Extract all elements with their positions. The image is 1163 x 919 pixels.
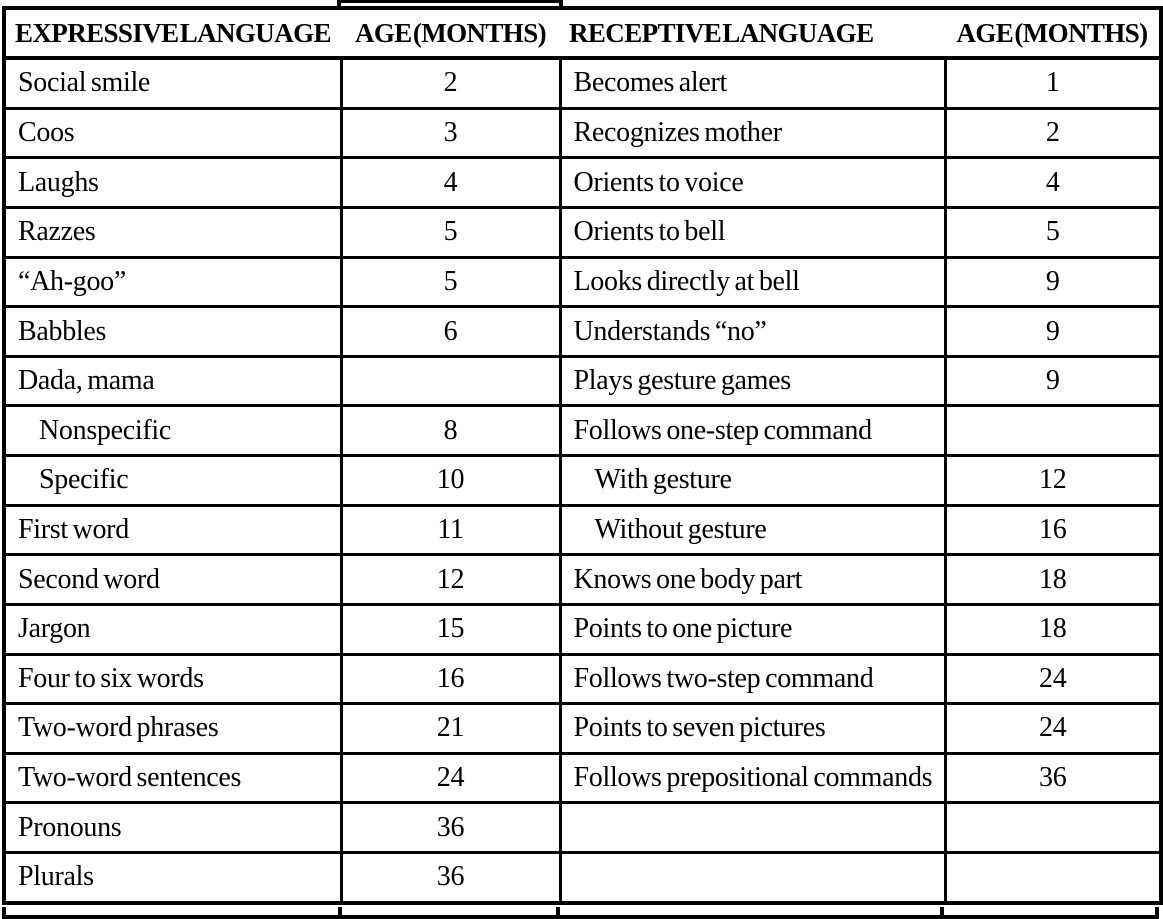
crop-artifact-bottom-line (2, 915, 1159, 919)
table-row (4, 58, 1161, 108)
receptive-milestone-cell: Knows one body part (560, 555, 945, 605)
expressive-age-cell: 15 (341, 604, 560, 654)
expressive-milestone-cell: Social smile (4, 58, 341, 108)
expressive-milestone-cell: Nonspecific (4, 406, 341, 456)
receptive-milestone-cell: Plays gesture games (560, 356, 945, 406)
receptive-milestone-cell (560, 803, 945, 853)
receptive-milestone-cell: Becomes alert (560, 58, 945, 108)
expressive-age-cell: 2 (341, 58, 560, 108)
table-row (4, 356, 1161, 406)
header-expressive-language: EXPRESSIVE LANGUAGE (4, 8, 341, 58)
receptive-milestone-cell: Understands “no” (560, 307, 945, 357)
receptive-milestone-cell: Follows two-step command (560, 654, 945, 704)
receptive-milestone-cell: Follows prepositional commands (560, 753, 945, 803)
crop-artifact-bottom-tick (2, 907, 6, 919)
expressive-age-cell: 8 (341, 406, 560, 456)
expressive-milestone-cell: Razzes (4, 208, 341, 258)
receptive-milestone-cell: Points to seven pictures (560, 704, 945, 754)
table-body (4, 58, 1161, 903)
expressive-age-cell: 3 (341, 108, 560, 158)
receptive-age-cell: 18 (945, 604, 1161, 654)
crop-artifact-bottom-tick (940, 907, 944, 919)
expressive-age-cell: 36 (341, 803, 560, 853)
expressive-milestone-cell: Two-word phrases (4, 704, 341, 754)
receptive-age-cell: 9 (945, 257, 1161, 307)
language-milestones-table (2, 6, 1163, 905)
receptive-age-cell: 18 (945, 555, 1161, 605)
expressive-milestone-cell: Pronouns (4, 803, 341, 853)
expressive-age-cell: 24 (341, 753, 560, 803)
table-row (4, 704, 1161, 754)
receptive-age-cell: 16 (945, 505, 1161, 555)
receptive-age-cell: 5 (945, 208, 1161, 258)
receptive-milestone-cell: Follows one-step command (560, 406, 945, 456)
expressive-milestone-cell: Two-word sentences (4, 753, 341, 803)
table-row (4, 108, 1161, 158)
receptive-milestone-cell: Orients to bell (560, 208, 945, 258)
table-header-row (4, 8, 1161, 58)
table-row (4, 456, 1161, 506)
table-row (4, 158, 1161, 208)
table-row (4, 505, 1161, 555)
table-row (4, 307, 1161, 357)
expressive-milestone-cell: Specific (4, 456, 341, 506)
crop-artifact-bottom-tick (556, 907, 560, 919)
expressive-milestone-cell: Dada, mama (4, 356, 341, 406)
receptive-age-cell (945, 406, 1161, 456)
table-row (4, 803, 1161, 853)
expressive-milestone-cell: Babbles (4, 307, 341, 357)
expressive-age-cell: 10 (341, 456, 560, 506)
expressive-milestone-cell: First word (4, 505, 341, 555)
expressive-age-cell: 5 (341, 257, 560, 307)
expressive-age-cell: 6 (341, 307, 560, 357)
crop-artifact-bottom-tick (338, 907, 342, 919)
receptive-age-cell: 36 (945, 753, 1161, 803)
table-row (4, 852, 1161, 903)
table-row (4, 406, 1161, 456)
table-row (4, 555, 1161, 605)
receptive-milestone-cell: Recognizes mother (560, 108, 945, 158)
expressive-age-cell: 16 (341, 654, 560, 704)
receptive-age-cell: 4 (945, 158, 1161, 208)
expressive-milestone-cell: Jargon (4, 604, 341, 654)
receptive-age-cell: 2 (945, 108, 1161, 158)
receptive-age-cell (945, 852, 1161, 903)
header-receptive-language: RECEPTIVE LANGUAGE (560, 8, 945, 58)
expressive-age-cell: 12 (341, 555, 560, 605)
receptive-age-cell (945, 803, 1161, 853)
expressive-milestone-cell: Laughs (4, 158, 341, 208)
receptive-age-cell: 9 (945, 307, 1161, 357)
header-expressive-age: AGE (MONTHS) (341, 8, 560, 58)
receptive-age-cell: 24 (945, 704, 1161, 754)
expressive-age-cell (341, 356, 560, 406)
expressive-milestone-cell: “Ah-goo” (4, 257, 341, 307)
receptive-age-cell: 12 (945, 456, 1161, 506)
table-row (4, 604, 1161, 654)
table-row (4, 208, 1161, 258)
header-receptive-age: AGE (MONTHS) (945, 8, 1161, 58)
receptive-milestone-cell: Looks directly at bell (560, 257, 945, 307)
receptive-milestone-cell: Without gesture (560, 505, 945, 555)
expressive-age-cell: 21 (341, 704, 560, 754)
receptive-age-cell: 24 (945, 654, 1161, 704)
receptive-milestone-cell: With gesture (560, 456, 945, 506)
expressive-age-cell: 11 (341, 505, 560, 555)
receptive-age-cell: 1 (945, 58, 1161, 108)
expressive-age-cell: 5 (341, 208, 560, 258)
table-row (4, 654, 1161, 704)
receptive-milestone-cell: Orients to voice (560, 158, 945, 208)
expressive-age-cell: 4 (341, 158, 560, 208)
expressive-milestone-cell: Second word (4, 555, 341, 605)
receptive-milestone-cell: Points to one picture (560, 604, 945, 654)
expressive-age-cell: 36 (341, 852, 560, 903)
expressive-milestone-cell: Four to six words (4, 654, 341, 704)
table-row (4, 257, 1161, 307)
expressive-milestone-cell: Coos (4, 108, 341, 158)
receptive-age-cell: 9 (945, 356, 1161, 406)
crop-artifact-bottom-tick (1155, 907, 1159, 919)
crop-artifact-top-line (337, 0, 563, 3)
expressive-milestone-cell: Plurals (4, 852, 341, 903)
table-row (4, 753, 1161, 803)
receptive-milestone-cell (560, 852, 945, 903)
